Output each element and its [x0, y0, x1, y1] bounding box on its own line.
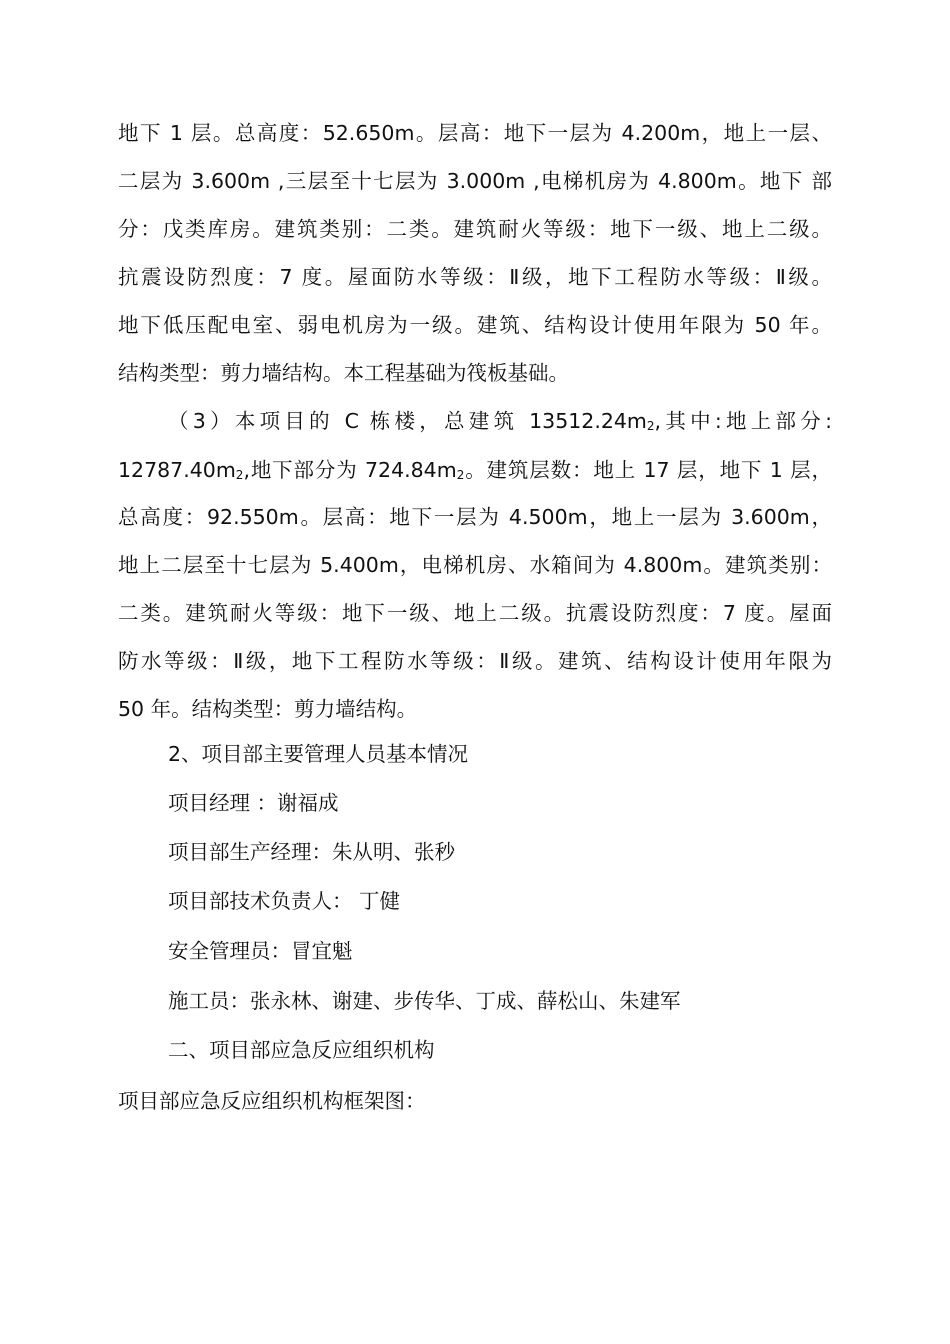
- section-heading: 二、项目部应急反应组织机构: [168, 1038, 435, 1062]
- text-run: 12787.40m: [118, 458, 236, 482]
- section-heading: 2、项目部主要管理人员基本情况: [168, 742, 469, 766]
- list-item: 施工员：张永林、谢建、步传华、丁成、薛松山、朱建军: [168, 989, 681, 1013]
- list-item: 安全管理员：冒宜魁: [168, 939, 353, 963]
- list-item: 项目经理 ：谢福成: [168, 791, 339, 815]
- subscript: 2: [456, 468, 465, 482]
- paragraph-line: 50 年。结构类型：剪力墙结构。: [118, 697, 418, 721]
- text-run: ,其中:地上部分:: [654, 409, 832, 433]
- paragraph-line: 二层为 3.600m ,三层至十七层为 3.000m ,电梯机房为 4.800m。地下 部: [118, 169, 832, 193]
- subscript: 2: [235, 468, 244, 482]
- paragraph-line: 地下低压配电室、弱电机房为一级。建筑、结构设计使用年限为 50 年。: [118, 313, 832, 337]
- text-run: ,地下部分为 724.84m: [243, 458, 457, 482]
- list-item: 项目部生产经理：朱从明、张秒: [168, 840, 455, 864]
- paragraph-line: [118, 456, 832, 484]
- paragraph-line: 地上二层至十七层为 5.400m，电梯机房、水箱间为 4.800m。建筑类别：: [118, 553, 832, 577]
- text-run: （3）本项目的 C 栋楼，总建筑 13512.24m: [168, 409, 647, 433]
- figure-caption: 项目部应急反应组织机构框架图：: [118, 1089, 426, 1113]
- text-run: 。建筑层数：地上 17 层，地下 1 层，: [464, 458, 832, 482]
- paragraph-line: 总高度：92.550m。层高：地下一层为 4.500m，地上一层为 3.600m，: [118, 505, 832, 529]
- paragraph-line: [168, 407, 832, 435]
- paragraph-line: 抗震设防烈度：7 度。屋面防水等级：Ⅱ级，地下工程防水等级：Ⅱ级。: [118, 265, 832, 289]
- paragraph-line: 地下 1 层。总高度：52.650m。层高：地下一层为 4.200m，地上一层、: [118, 121, 832, 145]
- list-item: 项目部技术负责人： 丁健: [168, 889, 401, 913]
- subscript: 2: [646, 419, 655, 433]
- paragraph-line: 二类。建筑耐火等级：地下一级、地上二级。抗震设防烈度：7 度。屋面: [118, 601, 832, 625]
- paragraph-line: 分：戊类库房。建筑类别：二类。建筑耐火等级：地下一级、地上二级。: [118, 217, 832, 241]
- paragraph-line: 防水等级：Ⅱ级，地下工程防水等级：Ⅱ级。建筑、结构设计使用年限为: [118, 649, 832, 673]
- paragraph-line: 结构类型：剪力墙结构。本工程基础为筏板基础。: [118, 361, 569, 385]
